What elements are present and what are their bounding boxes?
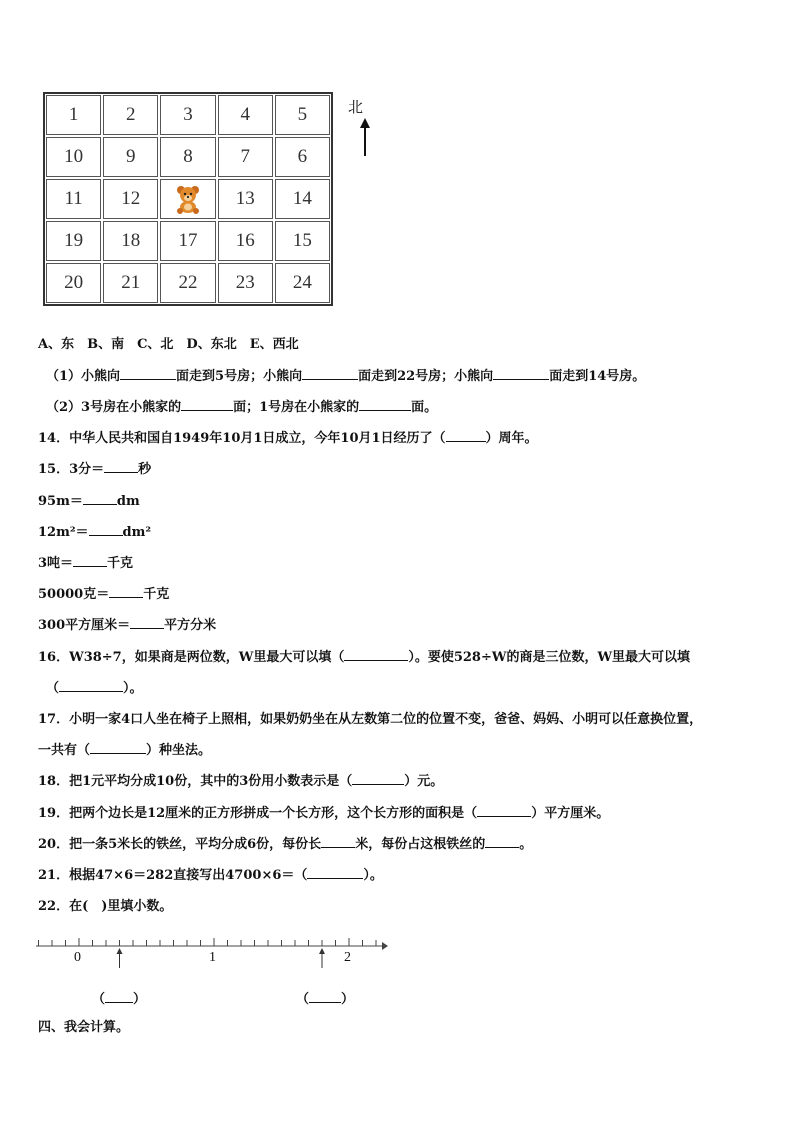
teddy-bear-icon xyxy=(174,184,202,214)
number-line xyxy=(36,930,396,970)
north-label: 北 xyxy=(348,98,364,116)
grid-cell: 21 xyxy=(103,263,158,303)
grid-cell: 17 xyxy=(160,221,215,261)
up-arrow-icon xyxy=(355,116,375,158)
grid-cell: 7 xyxy=(218,137,273,177)
blank[interactable] xyxy=(120,366,176,380)
blank[interactable] xyxy=(493,366,549,380)
question-18: 18．把1元平均分成10份，其中的3份用小数表示是（ ）元。 xyxy=(38,770,443,789)
question-13-part-1: （1）小熊向 面走到5号房；小熊向 面走到22号房；小熊向 面走到14号房。 xyxy=(46,365,645,384)
blank[interactable] xyxy=(307,865,363,879)
bear-cell xyxy=(160,179,215,219)
grid-cell: 20 xyxy=(46,263,101,303)
question-13-part-2: （2）3号房在小熊家的 面；1号房在小熊家的 面。 xyxy=(46,396,437,415)
grid-cell: 8 xyxy=(160,137,215,177)
number-line-label-1: 1 xyxy=(209,950,216,965)
blank[interactable] xyxy=(446,428,486,442)
grid-cell: 6 xyxy=(275,137,330,177)
blank[interactable] xyxy=(485,834,519,848)
blank[interactable] xyxy=(109,584,143,598)
question-15c: 12m²＝ dm² xyxy=(38,521,151,540)
question-20: 20．把一条5米长的铁丝，平均分成6份，每份长 米，每份占这根铁丝的 。 xyxy=(38,833,532,852)
blank[interactable] xyxy=(90,740,146,754)
grid-cell: 14 xyxy=(275,179,330,219)
question-16-line-1: 16．W38÷7，如果商是两位数，W里最大可以填（ ）。要使528÷W的商是三位数，W里最大可以填 xyxy=(38,646,690,665)
blank[interactable] xyxy=(105,989,133,1003)
answer-options: A、东 B、南 C、北 D、东北 E、西北 xyxy=(38,337,299,352)
grid-cell: 5 xyxy=(275,95,330,135)
number-line-answer-1: （ ） xyxy=(92,988,146,1007)
grid-cell: 9 xyxy=(103,137,158,177)
question-16-line-2: （ ）。 xyxy=(46,677,143,696)
question-15d: 3吨＝ 千克 xyxy=(38,552,133,571)
grid-cell: 13 xyxy=(218,179,273,219)
blank[interactable] xyxy=(104,459,138,473)
section-4-heading: 四、我会计算。 xyxy=(38,1020,130,1035)
question-14: 14．中华人民共和国自1949年10月1日成立，今年10月1日经历了（ ）周年。 xyxy=(38,427,538,446)
question-17-line-2: 一共有（ ）种坐法。 xyxy=(38,739,211,758)
grid-cell: 23 xyxy=(218,263,273,303)
blank[interactable] xyxy=(352,771,404,785)
grid-cell: 1 xyxy=(46,95,101,135)
question-15b: 95m＝ dm xyxy=(38,490,140,509)
blank[interactable] xyxy=(302,366,358,380)
grid-cell: 12 xyxy=(103,179,158,219)
grid-cell: 2 xyxy=(103,95,158,135)
number-line-answer-2: （ ） xyxy=(296,988,354,1007)
question-15e: 50000克＝ 千克 xyxy=(38,583,169,602)
question-15a: 15．3分＝ 秒 xyxy=(38,458,151,477)
grid-cell: 3 xyxy=(160,95,215,135)
room-grid xyxy=(43,92,333,306)
question-15f: 300平方厘米＝ 平方分米 xyxy=(38,614,216,633)
blank[interactable] xyxy=(359,397,411,411)
number-line-label-2: 2 xyxy=(344,950,351,965)
number-line-label-0: 0 xyxy=(74,950,81,965)
blank[interactable] xyxy=(83,491,117,505)
question-22: 22．在( )里填小数。 xyxy=(38,899,173,914)
blank[interactable] xyxy=(130,615,164,629)
question-19: 19．把两个边长是12厘米的正方形拼成一个长方形，这个长方形的面积是（ ）平方厘米。 xyxy=(38,802,609,821)
grid-cell: 4 xyxy=(218,95,273,135)
grid-cell: 11 xyxy=(46,179,101,219)
grid-cell: 16 xyxy=(218,221,273,261)
blank[interactable] xyxy=(477,803,531,817)
blank[interactable] xyxy=(309,989,341,1003)
blank[interactable] xyxy=(89,522,123,536)
blank[interactable] xyxy=(73,553,107,567)
grid-cell: 18 xyxy=(103,221,158,261)
question-21: 21．根据47×6＝282直接写出4700×6＝（ ）。 xyxy=(38,864,383,883)
grid-cell: 15 xyxy=(275,221,330,261)
grid-cell: 24 xyxy=(275,263,330,303)
grid-cell: 22 xyxy=(160,263,215,303)
blank[interactable] xyxy=(59,678,123,692)
grid-cell: 10 xyxy=(46,137,101,177)
question-17-line-1: 17．小明一家4口人坐在椅子上照相，如果奶奶坐在从左数第二位的位置不变，爸爸、妈妈、小明可以任意换位置， xyxy=(38,712,703,727)
number-line-axis xyxy=(36,930,396,970)
grid-cell: 19 xyxy=(46,221,101,261)
blank[interactable] xyxy=(181,397,233,411)
blank[interactable] xyxy=(344,647,408,661)
blank[interactable] xyxy=(321,834,355,848)
